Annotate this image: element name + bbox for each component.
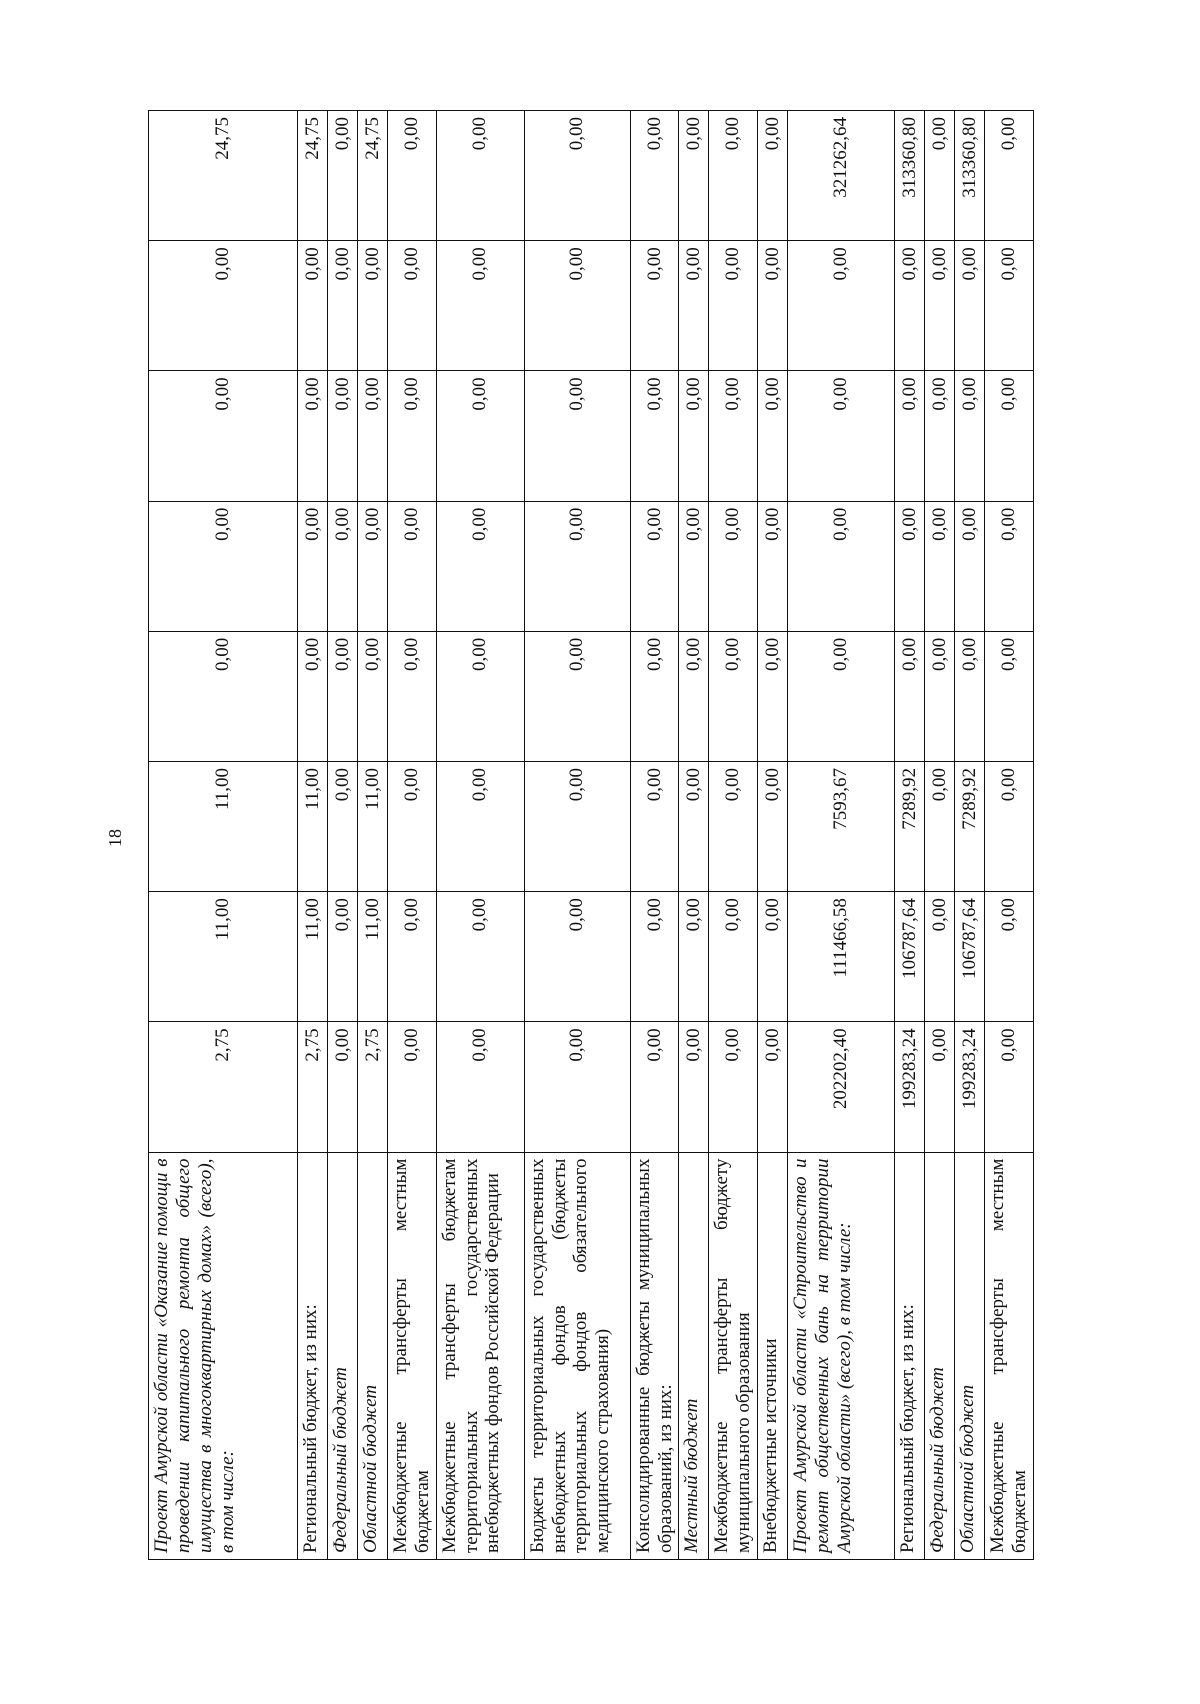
value-cell: 0,00: [149, 631, 298, 761]
table-row: [358, 111, 388, 1560]
value-cell: 0,00: [328, 1022, 358, 1152]
value-cell: 11,00: [298, 892, 328, 1022]
value-cell: 0,00: [788, 631, 895, 761]
value-cell: 111466,58: [788, 892, 895, 1022]
value-cell: 0,00: [298, 371, 328, 501]
value-cell: 0,00: [788, 241, 895, 371]
value-cell: 0,00: [436, 111, 524, 241]
value-cell: 0,00: [388, 501, 437, 631]
value-cell: 0,00: [328, 631, 358, 761]
value-cell: 0,00: [955, 631, 985, 761]
value-cell: 0,00: [436, 761, 524, 891]
value-cell: 0,00: [524, 111, 630, 241]
value-cell: 0,00: [436, 892, 524, 1022]
value-cell: 0,00: [758, 761, 788, 891]
value-cell: 0,00: [388, 761, 437, 891]
value-cell: 0,00: [358, 371, 388, 501]
value-cell: 0,00: [985, 761, 1034, 891]
value-cell: 0,00: [985, 501, 1034, 631]
value-cell: 11,00: [149, 892, 298, 1022]
value-cell: 0,00: [328, 761, 358, 891]
value-cell: 0,00: [985, 111, 1034, 241]
value-cell: 11,00: [358, 761, 388, 891]
value-cell: 0,00: [524, 1022, 630, 1152]
value-cell: 0,00: [925, 631, 955, 761]
value-cell: 0,00: [630, 761, 679, 891]
row-label: Межбюджетные трансферты местным бюджетам: [985, 1152, 1034, 1559]
value-cell: 7289,92: [955, 761, 985, 891]
value-cell: 0,00: [298, 241, 328, 371]
value-cell: 2,75: [298, 1022, 328, 1152]
value-cell: 0,00: [985, 241, 1034, 371]
value-cell: 0,00: [328, 892, 358, 1022]
row-label: Консолидированные бюджеты муниципальных образований, из них:: [630, 1152, 679, 1559]
value-cell: 0,00: [925, 111, 955, 241]
table-row: [524, 111, 630, 1560]
value-cell: 0,00: [955, 241, 985, 371]
table-row: [709, 111, 758, 1560]
value-cell: 0,00: [925, 892, 955, 1022]
value-cell: 0,00: [679, 631, 709, 761]
table-row: [788, 111, 895, 1560]
table-row: [955, 111, 985, 1560]
value-cell: 0,00: [149, 371, 298, 501]
value-cell: 0,00: [925, 761, 955, 891]
table-row: [895, 111, 925, 1560]
value-cell: 0,00: [149, 241, 298, 371]
row-label: Федеральный бюджет: [328, 1152, 358, 1559]
value-cell: 0,00: [524, 892, 630, 1022]
value-cell: 0,00: [758, 892, 788, 1022]
value-cell: 313360,80: [895, 111, 925, 241]
row-label: Межбюджетные трансферты местным бюджетам: [388, 1152, 437, 1559]
value-cell: 0,00: [388, 1022, 437, 1152]
value-cell: 7289,92: [895, 761, 925, 891]
value-cell: 0,00: [630, 1022, 679, 1152]
value-cell: 0,00: [436, 371, 524, 501]
value-cell: 0,00: [895, 371, 925, 501]
value-cell: 0,00: [298, 631, 328, 761]
value-cell: 2,75: [358, 1022, 388, 1152]
value-cell: 0,00: [630, 631, 679, 761]
value-cell: 0,00: [436, 631, 524, 761]
value-cell: 0,00: [630, 371, 679, 501]
table-row: [149, 111, 298, 1560]
value-cell: 0,00: [895, 631, 925, 761]
row-label: Проект Амурской области «Оказание помощи в проведении капитального ремонта общего имущества в многоквартирных домах» (всего), в том числе:: [149, 1152, 298, 1559]
value-cell: 106787,64: [955, 892, 985, 1022]
row-label: Федеральный бюджет: [925, 1152, 955, 1559]
value-cell: 0,00: [358, 501, 388, 631]
value-cell: 0,00: [524, 241, 630, 371]
table-row: [925, 111, 955, 1560]
value-cell: 24,75: [358, 111, 388, 241]
value-cell: 11,00: [149, 761, 298, 891]
value-cell: 0,00: [328, 111, 358, 241]
value-cell: 0,00: [679, 241, 709, 371]
value-cell: 0,00: [630, 111, 679, 241]
row-label: Межбюджетные трансферты бюджетам территориальных государственных внебюджетных фондов Российской Федерации: [436, 1152, 524, 1559]
table-row: [758, 111, 788, 1560]
value-cell: 0,00: [524, 371, 630, 501]
value-cell: 0,00: [925, 501, 955, 631]
value-cell: 2,75: [149, 1022, 298, 1152]
value-cell: 0,00: [758, 241, 788, 371]
value-cell: 0,00: [758, 111, 788, 241]
value-cell: 7593,67: [788, 761, 895, 891]
value-cell: 0,00: [925, 241, 955, 371]
row-label: Бюджеты территориальных государственных внебюджетных фондов (бюджеты территориальных фондов обязательного медицинского страхования): [524, 1152, 630, 1559]
value-cell: 0,00: [985, 631, 1034, 761]
value-cell: 0,00: [925, 1022, 955, 1152]
table-row: [630, 111, 679, 1560]
value-cell: 0,00: [679, 501, 709, 631]
value-cell: 0,00: [895, 501, 925, 631]
value-cell: 0,00: [388, 241, 437, 371]
value-cell: 0,00: [149, 501, 298, 631]
value-cell: 0,00: [388, 371, 437, 501]
value-cell: 199283,24: [895, 1022, 925, 1152]
row-label: Областной бюджет: [955, 1152, 985, 1559]
value-cell: 106787,64: [895, 892, 925, 1022]
value-cell: 0,00: [679, 371, 709, 501]
value-cell: 0,00: [709, 111, 758, 241]
value-cell: 0,00: [630, 892, 679, 1022]
value-cell: 0,00: [758, 501, 788, 631]
value-cell: 0,00: [436, 241, 524, 371]
value-cell: 0,00: [985, 1022, 1034, 1152]
table-row: [388, 111, 437, 1560]
value-cell: 0,00: [630, 241, 679, 371]
value-cell: 0,00: [955, 371, 985, 501]
row-label: Местный бюджет: [679, 1152, 709, 1559]
page-number: 18: [105, 829, 125, 847]
value-cell: 0,00: [630, 501, 679, 631]
value-cell: 0,00: [679, 1022, 709, 1152]
value-cell: 0,00: [679, 892, 709, 1022]
value-cell: 0,00: [328, 371, 358, 501]
value-cell: 321262,64: [788, 111, 895, 241]
value-cell: 0,00: [524, 501, 630, 631]
value-cell: 0,00: [758, 631, 788, 761]
row-label: Региональный бюджет, из них:: [895, 1152, 925, 1559]
value-cell: 11,00: [358, 892, 388, 1022]
value-cell: 0,00: [985, 371, 1034, 501]
value-cell: 0,00: [709, 892, 758, 1022]
value-cell: 0,00: [709, 761, 758, 891]
table-row: [679, 111, 709, 1560]
value-cell: 0,00: [895, 241, 925, 371]
table-row: [298, 111, 328, 1560]
value-cell: 0,00: [758, 1022, 788, 1152]
table-row: [985, 111, 1034, 1560]
value-cell: 0,00: [709, 241, 758, 371]
value-cell: 24,75: [298, 111, 328, 241]
value-cell: 0,00: [358, 241, 388, 371]
value-cell: 0,00: [758, 371, 788, 501]
value-cell: 0,00: [388, 631, 437, 761]
value-cell: 0,00: [925, 371, 955, 501]
table-row: [436, 111, 524, 1560]
value-cell: 0,00: [709, 631, 758, 761]
value-cell: 202202,40: [788, 1022, 895, 1152]
value-cell: 0,00: [328, 241, 358, 371]
value-cell: 0,00: [358, 631, 388, 761]
value-cell: 0,00: [985, 892, 1034, 1022]
value-cell: 0,00: [709, 501, 758, 631]
value-cell: 0,00: [328, 501, 358, 631]
row-label: Внебюджетные источники: [758, 1152, 788, 1559]
value-cell: 0,00: [298, 501, 328, 631]
value-cell: 0,00: [436, 1022, 524, 1152]
value-cell: 0,00: [436, 501, 524, 631]
value-cell: 24,75: [149, 111, 298, 241]
budget-table: [148, 110, 1034, 1560]
value-cell: 0,00: [788, 371, 895, 501]
value-cell: 0,00: [524, 631, 630, 761]
value-cell: 0,00: [679, 111, 709, 241]
value-cell: 0,00: [524, 761, 630, 891]
value-cell: 0,00: [388, 111, 437, 241]
value-cell: 199283,24: [955, 1022, 985, 1152]
value-cell: 0,00: [788, 501, 895, 631]
value-cell: 0,00: [709, 1022, 758, 1152]
value-cell: 0,00: [955, 501, 985, 631]
value-cell: 0,00: [709, 371, 758, 501]
row-label: Областной бюджет: [358, 1152, 388, 1559]
value-cell: 11,00: [298, 761, 328, 891]
rotated-table-container: [148, 110, 1030, 1560]
value-cell: 0,00: [388, 892, 437, 1022]
value-cell: 0,00: [679, 761, 709, 891]
row-label: Региональный бюджет, из них:: [298, 1152, 328, 1559]
row-label: Межбюджетные трансферты бюджету муниципального образования: [709, 1152, 758, 1559]
value-cell: 313360,80: [955, 111, 985, 241]
row-label: Проект Амурской области «Строительство и ремонт общественных бань на территории Амурской области» (всего), в том числе:: [788, 1152, 895, 1559]
table-row: [328, 111, 358, 1560]
